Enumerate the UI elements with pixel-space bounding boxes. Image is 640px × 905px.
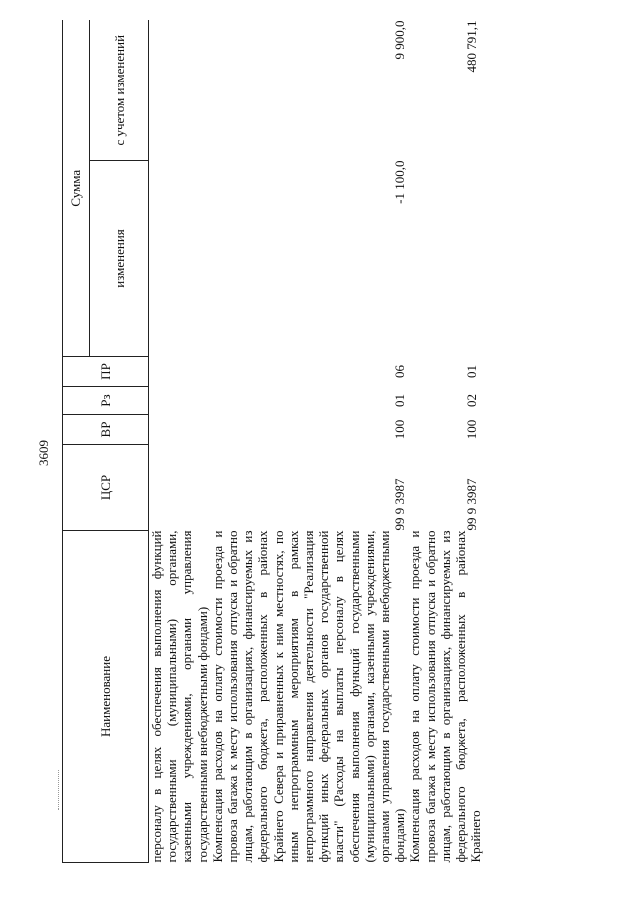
header-with-changes: с учетом изменений	[90, 21, 149, 161]
row-name: Компенсация расходов на оплату стоимости проезда и провоза багажа к месту использования отпуска и обратно лицам, работающим в организациях, финансируемых из федерального бюджета, расположенных в районах Крайнего Севера и приравненных к ним местностях, по иным непрограммным мероприятиям в рамках непрограммного направления деятельности "Реализация функций иных федеральных органов государственной власти" (Расходы на выплаты персоналу в целях обеспечения выполнения функций государственными (муниципальными) органами, казенными учреждениями, органами управления государственными внебюджетными фондами)	[209, 530, 408, 863]
row-name: Компенсация расходов на оплату стоимости проезда и провоза багажа к месту использования отпуска и обратно лицам, работающим в организациях, финансируемых из федерального бюджета, расположенных в районах Крайнего	[407, 530, 484, 863]
row-pr: 06	[392, 365, 408, 378]
row-rz: 02	[464, 394, 480, 407]
row-vr: 100	[464, 419, 480, 440]
row-pr: 01	[464, 365, 480, 378]
row-total: 9 900,0	[392, 20, 408, 60]
row-csr: 99 9 3987	[464, 478, 480, 531]
header-changes: изменения	[90, 161, 149, 357]
row-csr: 99 9 3987	[392, 478, 408, 531]
row-pr	[149, 357, 210, 387]
row-change	[407, 161, 483, 357]
row-name: персоналу в целях обеспечения выполнения функций государственными (муниципальными) органами, казенными учреждениями, органами управления государственными внебюджетными фондами)	[149, 530, 210, 863]
header-sum: Сумма	[63, 21, 90, 357]
row-rz: 01	[392, 394, 408, 407]
header-vr: ВР	[63, 415, 149, 445]
row-change: -1 100,0	[392, 160, 408, 204]
table-row	[407, 21, 483, 863]
row-total: 480 791,1	[464, 20, 480, 73]
header-pr: ПР	[63, 357, 149, 387]
header-rz: Рз	[63, 387, 149, 415]
row-change	[149, 161, 210, 357]
header-csr: ЦСР	[63, 445, 149, 531]
row-vr: 100	[392, 419, 408, 440]
table-row	[149, 21, 210, 863]
row-vr	[149, 415, 210, 445]
header-name: Наименование	[63, 531, 149, 863]
page-number: 3609	[36, 440, 51, 466]
table-row	[210, 21, 408, 863]
scan-mark	[58, 770, 59, 810]
row-rz	[149, 387, 210, 415]
row-csr	[149, 445, 210, 531]
row-total	[149, 21, 210, 161]
budget-table	[62, 21, 483, 864]
